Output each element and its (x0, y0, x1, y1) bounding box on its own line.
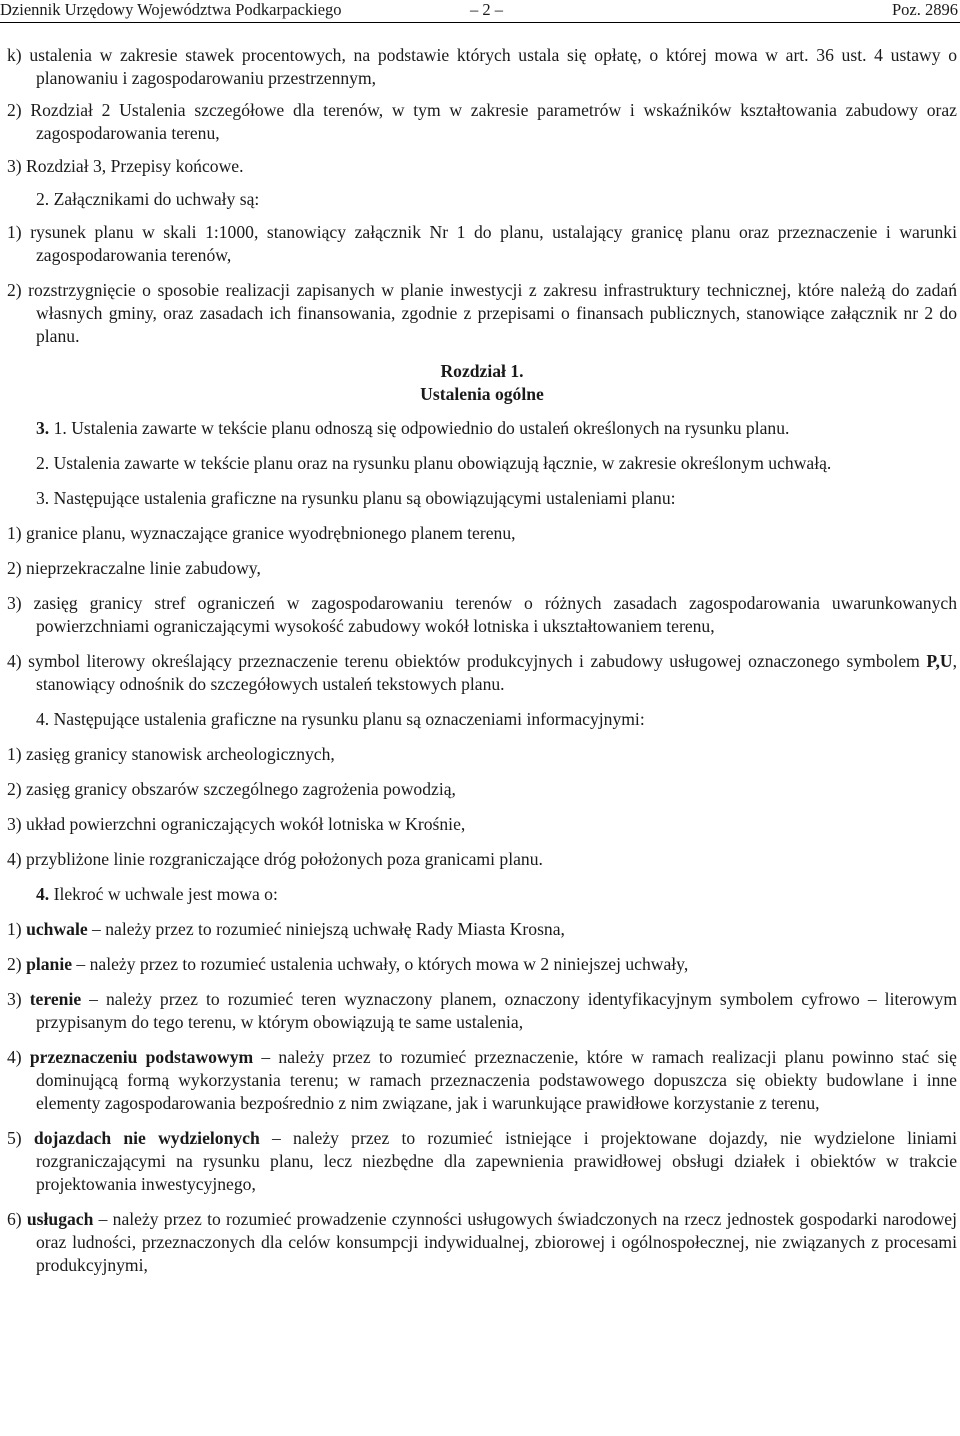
document-body (7, 44, 957, 1277)
section-3-4-item-2: 2) zasięg granicy obszarów szczególnego zagrożenia powodzią, (7, 779, 456, 799)
section-3-4-item-3: 3) układ powierzchni ograniczających wokół lotniska w Krośnie, (7, 814, 466, 834)
section-3-mark: 3. (36, 418, 50, 438)
section-4: 4. Ilekroć w uchwale jest mowa o: (36, 884, 278, 904)
section-3-4: 4. Następujące ustalenia graficzne na rysunku planu są oznaczeniami informacyjnymi: (36, 709, 645, 729)
section-3-1 (7, 417, 957, 440)
definition-3: 3) terenie – należy przez to rozumieć teren wyznaczony planem, oznaczony identyfikacyjnym symbolem cyfrowo – literowym przypisanym do tego terenu, w którym obowiązują te same ustalenia, (7, 989, 957, 1032)
section-3-1-text: 1. Ustalenia zawarte w tekście planu odnoszą się odpowiednio do ustaleń określonych na rysunku planu. (49, 418, 790, 438)
symbol-pu: P,U (926, 651, 953, 671)
section-3-3: 3. Następujące ustalenia graficzne na rysunku planu są obowiązującymi ustaleniami planu: (36, 488, 676, 508)
attachment-2: 2) rozstrzygnięcie o sposobie realizacji zapisanych w planie inwestycji z zakresu infrastruktury technicznej, które należą do zadań własnych gminy, oraz zasadach ich finansowania, zgodnie z przepisami o finansach publicznych, stanowiące załącznik nr 2 do planu. (7, 280, 957, 346)
journal-title: Dziennik Urzędowy Województwa Podkarpackiego (0, 0, 342, 19)
definition-4: 4) przeznaczeniu podstawowym – należy przez to rozumieć przeznaczenie, które w ramach realizacji planu powinno stać się dominującą formą wykorzystania terenu; w ramach przeznaczenia podstawowego dopuszcza się obiekty budowlane i inne elementy zagospodarowania bezpośrednio z nim związane, jak i warunkujące prawidłowe korzystanie z terenu, (7, 1047, 957, 1113)
term-uchwale: uchwale (26, 919, 88, 939)
section-3-4-item-1: 1) zasięg granicy stanowisk archeologicznych, (7, 744, 335, 764)
section-3-3-item-2: 2) nieprzekraczalne linie zabudowy, (7, 558, 261, 578)
chapter-number: Rozdział 1. (440, 361, 524, 381)
item-k: k) ustalenia w zakresie stawek procentowych, na podstawie których ustala się opłatę, o której mowa w art. 36 ust. 4 ustawy o planowaniu i zagospodarowaniu przestrzennym, (7, 45, 957, 88)
definition-6: 6) usługach – należy przez to rozumieć prowadzenie czynności usługowych świadczonych na rzecz jednostek gospodarki narodowej oraz ludności, przeznaczonych dla celów konsumpcji indywidualnej, zbiorowej i ogólnospołecznej, nie związanych z procesami produkcyjnymi, (7, 1209, 957, 1275)
item-chapter-2: 2) Rozdział 2 Ustalenia szczegółowe dla terenów, w tym w zakresie parametrów i wskaźników kształtowania zabudowy oraz zagospodarowania terenu, (7, 100, 957, 143)
term-planie: planie (26, 954, 73, 974)
section-3-3-item-3: 3) zasięg granicy stref ograniczeń w zagospodarowaniu terenów o różnych zasadach zagospodarowania uwarunkowanych powierzchniami ograniczającymi wysokość zabudowy wokół lotniska i ukształtowaniem terenu, (7, 593, 957, 636)
definition-1: 1) uchwale – należy przez to rozumieć niniejszą uchwałę Rady Miasta Krosna, (7, 919, 565, 939)
definition-2: 2) planie – należy przez to rozumieć ustalenia uchwały, o których mowa w 2 niniejszej uchwały, (7, 954, 689, 974)
term-przeznaczeniu-podstawowym: przeznaczeniu podstawowym (29, 1047, 254, 1067)
page-number: – 2 – (470, 0, 503, 19)
term-uslugach: usługach (26, 1209, 94, 1229)
item-chapter-3: 3) Rozdział 3, Przepisy końcowe. (7, 156, 244, 176)
section-3-2: 2. Ustalenia zawarte w tekście planu oraz na rysunku planu obowiązują łącznie, w zakresie określonym uchwałą. (36, 453, 832, 473)
chapter-title: Ustalenia ogólne (420, 384, 544, 404)
term-terenie: terenie (29, 989, 82, 1009)
section-3-4-item-4: 4) przybliżone linie rozgraniczające dróg położonych poza granicami planu. (7, 849, 543, 869)
page-header (0, 0, 960, 23)
definition-5: 5) dojazdach nie wydzielonych – należy przez to rozumieć istniejące i projektowane dojazdy, nie wydzielone liniami rozgraniczającymi na rysunku planu, lecz niezbędne dla zapewnienia prawidłowej obsługi działek i obiektów w trakcie projektowania inwestycyjnego, (7, 1128, 957, 1194)
paragraph-attachments: 2. Załącznikami do uchwały są: (36, 189, 260, 209)
attachment-1: 1) rysunek planu w skali 1:1000, stanowiący załącznik Nr 1 do planu, ustalający granicę planu oraz przeznaczenie i warunki zagospodarowania terenów, (7, 222, 957, 265)
position-number: Poz. 2896 (892, 0, 958, 19)
section-4-mark: 4. (36, 884, 50, 904)
section-3-3-item-1: 1) granice planu, wyznaczające granice wyodrębnionego planem terenu, (7, 523, 516, 543)
term-dojazdach: dojazdach nie wydzielonych (33, 1128, 260, 1148)
section-3-3-item-4: 4) symbol literowy określający przeznaczenie terenu obiektów produkcyjnych i zabudowy usługowej oznaczonego symbolem P,U, stanowiący odnośnik do szczegółowych ustaleń tekstowych planu. (7, 651, 957, 694)
